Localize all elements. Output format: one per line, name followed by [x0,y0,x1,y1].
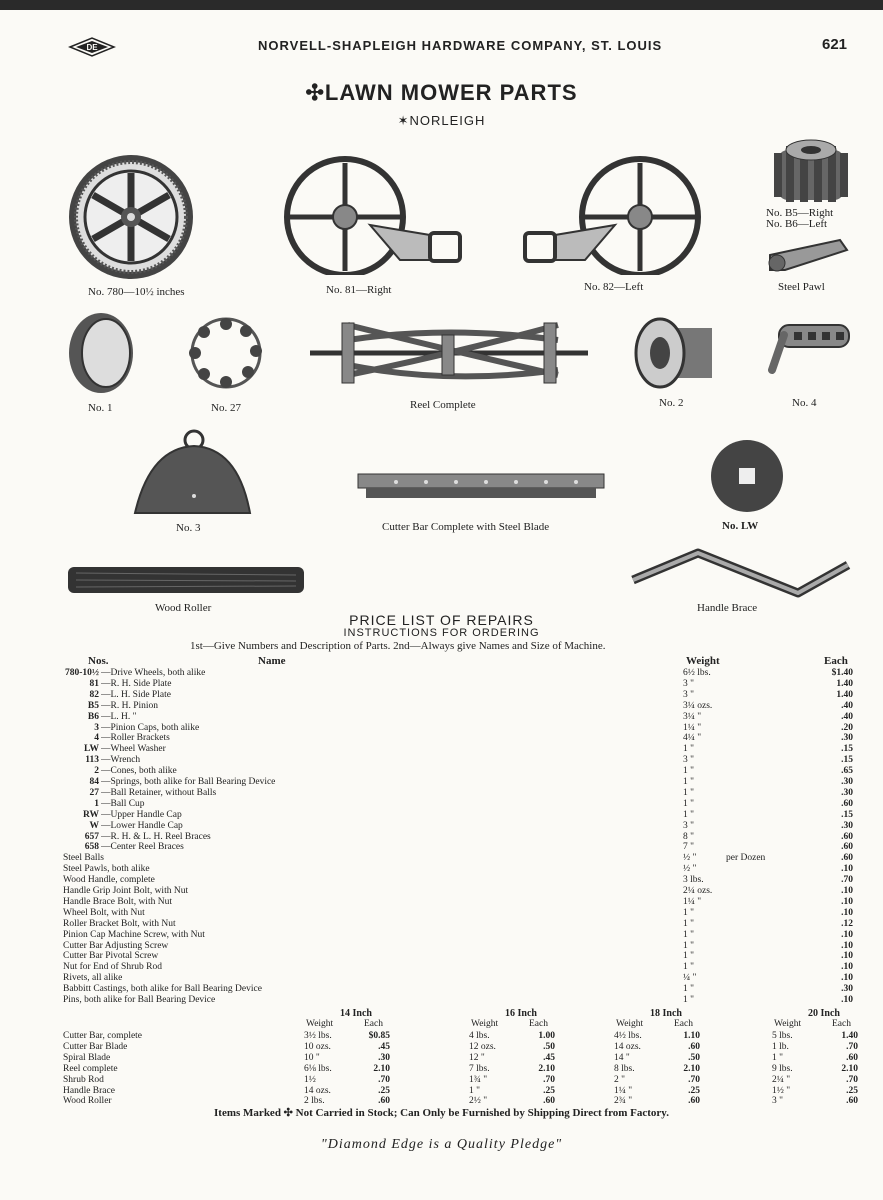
cone-caption: No. 2 [659,397,684,409]
price-row [63,766,853,777]
part-name: —Cones, both alike [101,766,177,777]
part-price: .65 [841,766,853,777]
quality-slogan: "Diamond Edge is a Quality Pledge" [320,1137,563,1152]
part-number: 780-10½ [64,668,99,678]
part-price: .10 [841,907,853,918]
size-header: 18 Inch [650,1008,682,1019]
stock-footnote: Items Marked ✣ Not Carried in Stock; Can Only be Furnished by Shipping Direct from Factory. [214,1107,669,1119]
part-weight: 1 " [683,798,695,809]
part-number: W [89,820,99,831]
size-price: 2.10 [538,1063,555,1074]
part-name: —Center Reel Braces [101,842,184,853]
ball-retainer-illustration [186,316,266,391]
pinion-cap-illustration [66,308,136,398]
size-weight-header: Weight [616,1019,644,1029]
size-price: .60 [378,1096,390,1107]
company-header: NORVELL-SHAPLEIGH HARDWARE COMPANY, ST. LOUIS [258,38,663,53]
part-name: Steel Balls [63,853,104,864]
size-price: .45 [543,1052,555,1063]
size-weight: 12 " [469,1052,485,1063]
part-weight: ¼ " [683,973,697,984]
size-price: .25 [688,1085,700,1096]
size-price: .60 [688,1041,700,1052]
size-weight: 4½ lbs. [614,1031,642,1041]
part-weight: 1 " [683,940,695,951]
size-price: .60 [688,1096,700,1107]
size-each-header: Each [832,1019,851,1029]
part-price: 1.40 [836,689,853,700]
part-name: —Ball Cup [101,798,145,809]
roller-bracket-caption: No. 3 [176,522,201,534]
size-weight: 1¾ " [469,1074,488,1085]
col-header-name: Name [258,655,286,667]
part-name: Handle Brace Bolt, with Nut [63,896,172,907]
size-weight: 2 " [614,1074,626,1085]
part-price: .30 [841,820,853,831]
size-weight: 1 " [772,1052,784,1063]
price-row [63,886,853,897]
size-price: .50 [543,1041,555,1052]
part-number: 1 [94,798,99,809]
pinion-captions [766,208,833,230]
part-name: —Upper Handle Cap [101,809,182,820]
part-name: Wheel Bolt, with Nut [63,907,145,918]
cone-illustration [632,313,717,393]
price-row [63,723,853,734]
size-price: 1.10 [683,1031,700,1041]
svg-text:DE: DE [86,43,98,52]
size-weight: 2 lbs. [304,1096,325,1107]
diamond-edge-logo [68,36,116,58]
part-price: .12 [841,918,853,929]
part-weight: ½ " [683,864,697,875]
size-price: 2.10 [373,1063,390,1074]
part-weight: 6½ lbs. [683,668,711,678]
part-weight: 3 " [683,820,695,831]
pinion-left-caption: No. B6—Left [766,218,828,230]
part-price: .70 [841,875,853,886]
part-weight: 3 " [683,755,695,766]
part-name: Cutter Bar Pivotal Screw [63,951,159,962]
right-side-plate-illustration [280,155,465,275]
part-name: Rivets, all alike [63,973,123,984]
left-plate-caption: No. 82—Left [584,281,644,293]
steel-pawl-caption: Steel Pawl [778,281,825,293]
size-weight: 2¼ " [772,1074,791,1085]
part-price: .60 [841,831,853,842]
price-row [63,799,853,810]
size-weight: 8 lbs. [614,1063,635,1074]
part-name: Pins, both alike for Ball Bearing Device [63,995,216,1005]
part-price: 1.40 [836,678,853,689]
size-header: 20 Inch [808,1008,840,1019]
size-weight: 9 lbs. [772,1063,793,1074]
price-row [63,810,853,821]
part-weight: 3 " [683,678,695,689]
part-price: .15 [841,809,853,820]
part-name: Babbitt Castings, both alike for Ball Bearing Device [63,984,262,995]
price-row [63,973,853,984]
price-row [63,853,853,864]
page-title [0,80,883,106]
part-weight: 1 " [683,787,695,798]
size-price: .60 [846,1052,858,1063]
part-weight: 1 " [683,809,695,820]
part-weight: 7 " [683,842,695,853]
part-number: 2 [94,766,99,777]
part-price: .30 [841,733,853,744]
right-plate-caption: No. 81—Right [326,284,392,296]
size-price: .70 [543,1074,555,1085]
part-price: .10 [841,951,853,962]
pinion-cap-caption: No. 1 [88,402,113,414]
size-price: .45 [378,1041,390,1052]
price-row [63,864,853,875]
handle-brace-caption: Handle Brace [697,602,758,614]
part-price: .60 [841,798,853,809]
size-row-name: Cutter Bar Blade [63,1041,128,1052]
size-price: .70 [846,1041,858,1052]
price-row [63,690,853,701]
pinion-right-caption: No. B5—Right [766,207,834,219]
reel-illustration [308,315,593,400]
wheel-washer-illustration [707,438,787,516]
part-price: .10 [841,962,853,973]
part-number: 4 [94,733,99,744]
part-name: —Pinion Caps, both alike [101,722,200,733]
size-header: 14 Inch [340,1008,372,1019]
price-row [63,755,853,766]
size-weight: 14 " [614,1052,630,1063]
size-row-name: Handle Brace [63,1085,115,1096]
price-row [63,712,853,723]
part-price: $1.40 [831,668,853,678]
part-weight: 1 " [683,929,695,940]
part-name: Nut for End of Shrub Rod [63,962,162,973]
size-weight: 1¼ " [614,1085,633,1096]
part-name: Cutter Bar Adjusting Screw [63,940,169,951]
size-price: .60 [543,1096,555,1107]
part-price: .60 [841,853,853,864]
price-row [63,733,853,744]
not-stocked-mark: ✣ [305,80,325,105]
steel-pawl-illustration [765,235,850,280]
part-price: .30 [841,984,853,995]
page-top-border [0,0,883,10]
size-each-header: Each [674,1019,693,1029]
part-number: 658 [84,842,99,853]
part-price: .10 [841,940,853,951]
part-weight: 1¼ " [683,722,702,733]
price-row [63,821,853,832]
left-side-plate-illustration [520,155,705,275]
size-weight: 3½ lbs. [304,1031,332,1041]
part-price: .20 [841,722,853,733]
price-row [63,995,853,1006]
price-row [63,930,853,941]
size-price: 2.10 [683,1063,700,1074]
part-name: —R. H. & L. H. Reel Braces [101,831,211,842]
cutter-bar-caption: Cutter Bar Complete with Steel Blade [382,521,550,533]
size-weight: 1 " [469,1085,481,1096]
col-header-weight: Weight [686,655,720,667]
part-weight: 3¼ " [683,711,702,722]
size-row-name: Cutter Bar, complete [63,1031,143,1041]
price-row [63,842,853,853]
size-weight-header: Weight [471,1019,499,1029]
part-weight: 1¼ " [683,896,702,907]
part-number: 113 [85,755,99,766]
size-weight: 1 lb. [772,1041,789,1052]
price-list-subtitle: INSTRUCTIONS FOR ORDERING [343,627,540,639]
price-row [63,679,853,690]
page-subtitle [0,113,883,129]
pinion-gear-illustration [766,128,856,208]
part-weight: 3¼ ozs. [683,700,713,711]
size-row-name: Wood Roller [63,1096,112,1107]
part-price: .40 [841,700,853,711]
part-weight: 1 " [683,744,695,755]
size-weight: 10 ozs. [304,1041,331,1052]
size-weight: 7 lbs. [469,1063,490,1074]
size-each-header: Each [364,1019,383,1029]
price-row [63,744,853,755]
part-price: .10 [841,929,853,940]
wheel-caption: No. 780—10½ inches [88,286,185,298]
part-name: Steel Pawls, both alike [63,864,150,875]
price-row [63,832,853,843]
price-row [63,897,853,908]
price-row [63,701,853,712]
part-name: —Wrench [101,755,141,766]
size-price: .25 [543,1085,555,1096]
price-row [63,908,853,919]
part-name: —L. H. " [101,711,137,722]
part-number: B6 [87,711,99,722]
price-row [63,788,853,799]
part-weight: 1 " [683,962,695,973]
part-price: .30 [841,787,853,798]
part-weight: 1 " [683,995,695,1005]
part-name: —Lower Handle Cap [101,820,183,831]
part-number: 657 [84,831,99,842]
part-price: .10 [841,973,853,984]
part-weight: 1 " [683,777,695,787]
size-weight: 1½ " [772,1085,791,1096]
size-weight-header: Weight [306,1019,334,1029]
price-row [63,941,853,952]
part-weight: 1 " [683,984,695,995]
size-weight: 14 ozs. [304,1085,331,1096]
size-row-name: Shrub Rod [63,1074,104,1085]
size-row-name: Reel complete [63,1063,118,1074]
col-header-each: Each [824,655,848,667]
part-number: 3 [94,722,99,733]
price-list-title: PRICE LIST OF REPAIRS [349,612,534,628]
price-row [63,951,853,962]
price-row [63,919,853,930]
size-weight: 6⅛ lbs. [304,1063,332,1074]
handle-brace-illustration [628,545,858,605]
part-name: —L. H. Side Plate [101,689,171,700]
price-row [63,962,853,973]
size-weight: 4 lbs. [469,1031,490,1041]
per-dozen-note: per Dozen [726,853,766,864]
wood-roller-illustration [66,565,306,595]
part-number: 27 [89,787,99,798]
washer-caption: No. LW [722,520,759,532]
size-each-header: Each [529,1019,548,1029]
size-weight: 2½ " [469,1096,488,1107]
part-number: 82 [89,689,99,700]
wrench-illustration [764,315,854,375]
part-weight: 2¼ ozs. [683,886,713,896]
reel-caption: Reel Complete [410,399,476,411]
size-price: .70 [846,1074,858,1085]
size-header: 16 Inch [505,1008,537,1019]
part-name: —R. H. Pinion [101,700,159,711]
size-weight: 5 lbs. [772,1031,793,1041]
part-name: —Roller Brackets [101,733,170,744]
subtitle-mark: ✶ [397,113,410,128]
size-weight-header: Weight [774,1019,802,1029]
cutter-bar-illustration [356,468,606,508]
col-header-nos: Nos. [88,655,109,667]
price-row [63,668,853,679]
price-row [63,875,853,886]
size-weight: 1½ [304,1074,316,1085]
subtitle-text: NORLEIGH [409,113,486,128]
part-name: —R. H. Side Plate [101,678,172,689]
size-weight: 3 " [772,1096,784,1107]
part-name: Handle Grip Joint Bolt, with Nut [63,886,189,896]
drive-wheel-illustration [66,150,196,285]
part-weight: ½ " [683,853,697,864]
part-price: .40 [841,711,853,722]
size-price: .25 [846,1085,858,1096]
part-name: —Springs, both alike for Ball Bearing Device [101,777,276,787]
size-price: 2.10 [841,1063,858,1074]
wood-roller-caption: Wood Roller [155,602,212,614]
part-weight: 8 " [683,831,695,842]
part-name: Roller Bracket Bolt, with Nut [63,918,176,929]
part-number: 81 [89,678,99,689]
part-price: .10 [841,995,853,1005]
part-price: .15 [841,755,853,766]
part-number: RW [82,809,99,820]
part-weight: 1 " [683,951,695,962]
part-name: —Ball Retainer, without Balls [101,787,217,798]
part-name: —Drive Wheels, both alike [101,668,206,678]
part-weight: 4¼ " [683,733,702,744]
part-weight: 1 " [683,918,695,929]
price-row [63,984,853,995]
wrench-caption: No. 4 [792,397,817,409]
price-row [63,777,853,788]
size-weight: 10 " [304,1052,320,1063]
size-price: $0.85 [368,1031,390,1041]
part-weight: 1 " [683,907,695,918]
part-number: B5 [87,700,99,711]
part-weight: 3 " [683,689,695,700]
part-price: .10 [841,864,853,875]
part-number: LW [84,744,99,755]
part-price: .10 [841,896,853,907]
size-weight: 14 ozs. [614,1041,641,1052]
size-price: .50 [688,1052,700,1063]
part-weight: 1 " [683,766,695,777]
size-price: .60 [846,1096,858,1107]
size-price: .25 [378,1085,390,1096]
part-name: —Wheel Washer [101,744,166,755]
ball-retainer-caption: No. 27 [211,402,241,414]
part-price: .30 [841,777,853,787]
ordering-instructions: 1st—Give Numbers and Description of Parts. 2nd—Always give Names and Size of Machine. [190,640,606,652]
size-price: .70 [378,1074,390,1085]
size-weight: 12 ozs. [469,1041,496,1052]
part-name: Pinion Cap Machine Screw, with Nut [63,929,205,940]
part-number: 84 [89,777,99,787]
size-price: .70 [688,1074,700,1085]
part-weight: 3 lbs. [683,875,704,886]
size-price: 1.40 [841,1031,858,1041]
part-price: .10 [841,886,853,896]
roller-bracket-illustration [130,428,255,518]
part-price: .15 [841,744,853,755]
size-row-name: Spiral Blade [63,1052,111,1063]
page-number: 621 [822,36,848,53]
size-weight: 2¾ " [614,1096,633,1107]
page-title-text: LAWN MOWER PARTS [324,80,578,105]
size-price: 1.00 [538,1031,555,1041]
part-price: .60 [841,842,853,853]
part-name: Wood Handle, complete [63,875,155,886]
size-price: .30 [378,1052,390,1063]
